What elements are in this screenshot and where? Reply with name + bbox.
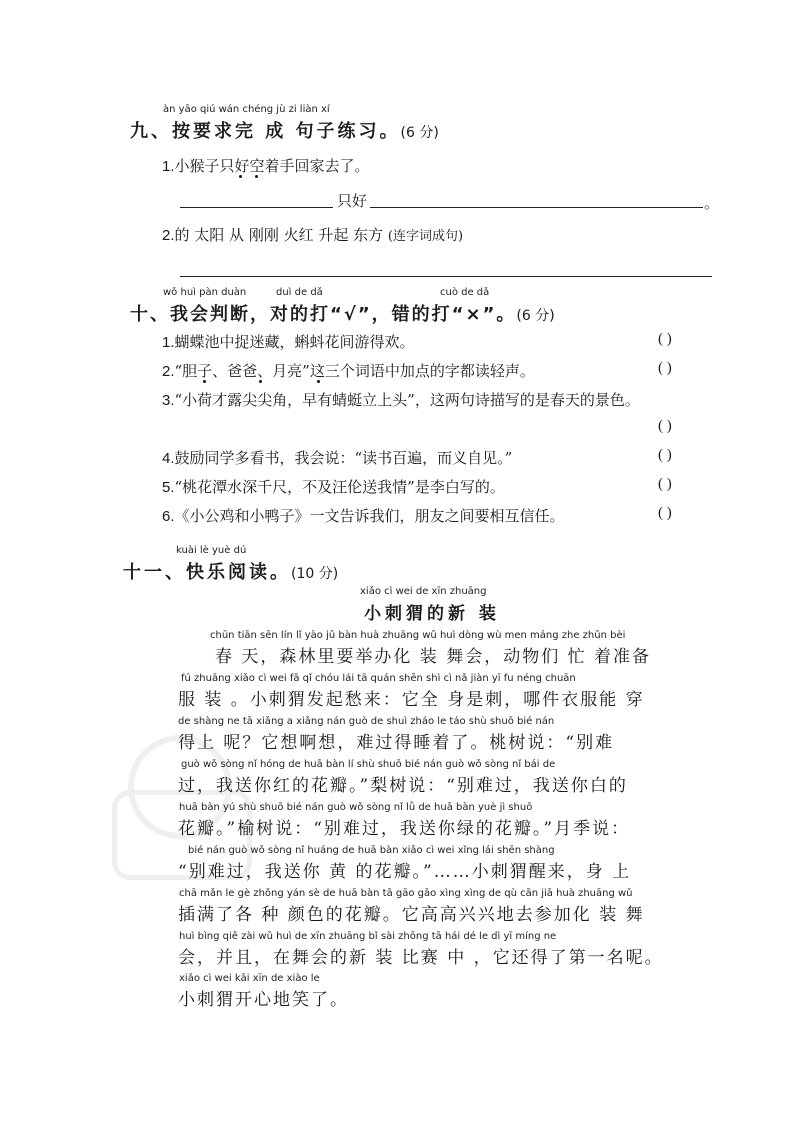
story-line: 过，我送你红的花瓣。”梨树说：“别难过，我送你白的 xyxy=(178,776,628,796)
section9-title xyxy=(130,117,439,143)
story-line: “别难过，我送你 黄 的花瓣。”……小刺猬醒来，身 上 xyxy=(178,862,632,882)
section10-title xyxy=(130,300,555,326)
s9-q1-end-period: 。 xyxy=(704,194,720,212)
section11-pinyin: kuài lè yuè dú xyxy=(176,545,247,556)
story-line: 插满了各 种 颜色的花瓣。它高高兴兴地去参加化 装 舞 xyxy=(178,905,645,925)
item-number: 2. xyxy=(162,363,175,380)
item-number: 4. xyxy=(162,450,175,467)
emphasis-dot xyxy=(259,380,262,383)
answer-parentheses[interactable]: ( ) xyxy=(658,505,672,521)
s9-question-2 xyxy=(162,224,463,245)
story-line-pinyin: huā bàn yú shù shuō bié nán guò wǒ sòng nǐ lǜ de huā bàn yuè jì shuō xyxy=(179,802,533,813)
story-line: 得上 呢？它想啊想，难过得睡着了。桃树说：“别难 xyxy=(178,733,615,753)
section11-score: (10 分) xyxy=(291,566,339,582)
s9-q2-text: 的 太阳 从 刚刚 火红 升起 东方 xyxy=(174,226,384,244)
emphasis-dot xyxy=(203,380,206,383)
section10-pinyin-c: cuò de dǎ xyxy=(440,287,490,298)
item-text: 《小公鸡和小鸭子》一文告诉我们，朋友之间要相互信任。 xyxy=(174,507,565,525)
answer-parentheses[interactable]: ( ) xyxy=(658,476,672,492)
answer-parentheses[interactable]: ( ) xyxy=(658,447,672,463)
item-text: “小荷才露尖尖角，早有蜻蜓立上头”，这两句诗描写的是春天的景色。 xyxy=(174,391,640,409)
s9-q1-mid-word: 只好 xyxy=(337,192,368,210)
story-line-pinyin: guò wǒ sòng nǐ hóng de huā bàn lí shù shuō bié nán guò wǒ sòng nǐ bái de xyxy=(181,759,556,770)
item-number: 6. xyxy=(162,508,175,525)
story-line-pinyin: xiǎo cì wei kāi xīn de xiào le xyxy=(179,973,320,984)
story-title: 小刺猬的新 装 xyxy=(364,604,500,624)
s9-question-1 xyxy=(162,155,370,176)
s10-item-5 xyxy=(162,476,505,497)
item-number: 3. xyxy=(162,392,175,409)
answer-blank-2[interactable] xyxy=(370,207,703,208)
answer-parentheses[interactable]: ( ) xyxy=(658,331,672,347)
s10-item-6 xyxy=(162,505,565,526)
story-line: 花瓣。”榆树说：“别难过，我送你绿的花瓣。”月季说： xyxy=(178,819,631,839)
section9-title-text: 九、按要求完 成 句子练习。 xyxy=(130,121,401,142)
s9-q2-note: (连字词成句) xyxy=(387,229,464,244)
story-line-pinyin: fú zhuāng xiǎo cì wei fā qǐ chóu lái tā quán shēn shì cì nǎ jiàn yī fu néng chuān xyxy=(181,673,576,684)
item-number: 1. xyxy=(162,334,175,351)
item-text: 蝴蝶池中捉迷藏，蝌蚪花间游得欢。 xyxy=(174,333,415,351)
story-line-pinyin: bié nán guò wǒ sòng nǐ huáng de huā bàn xiǎo cì wei xǐng lái shēn shàng xyxy=(188,845,555,856)
s10-item-2 xyxy=(162,360,535,381)
item-number: 5. xyxy=(162,479,175,496)
s10-item-3 xyxy=(162,389,640,410)
section10-pinyin-b: duì de dǎ xyxy=(276,287,323,298)
section10-title-text: 十、我会判断，对的打“√”，错的打“×”。 xyxy=(130,304,517,325)
s9-q1-number: 1. xyxy=(162,158,175,175)
section9-pinyin: àn yāo qiú wán chéng jù zi liàn xí xyxy=(163,104,330,115)
section11-title-text: 十一、快乐阅读。 xyxy=(123,562,291,583)
emphasis-dot xyxy=(239,175,242,178)
s9-q2-number: 2. xyxy=(162,227,175,244)
story-line: 春 天，森林里要举办化 装 舞会，动物们 忙 着准备 xyxy=(215,647,652,667)
story-line-pinyin: de shàng ne tā xiǎng a xiǎng nán guò de shuì zháo le táo shù shuō bié nán xyxy=(178,716,555,727)
section11-title xyxy=(123,558,338,584)
story-line-pinyin: chā mǎn le gè zhǒng yán sè de huā bàn tā gāo gāo xìng xìng de qù cān jiā huà zhuāng wǔ xyxy=(179,888,633,899)
item-text: “胆子、爸爸、月亮”这三个词语中加点的字都读轻声。 xyxy=(174,362,535,380)
s10-item-1 xyxy=(162,331,415,352)
answer-parentheses[interactable]: ( ) xyxy=(658,418,672,434)
story-line-pinyin: huì bìng qiě zài wǔ huì de xīn zhuāng bǐ sài zhōng tā hái dé le dì yī míng ne xyxy=(179,931,557,942)
story-line: 服 装 。小刺猬发起愁来：它全 身是刺，哪件衣服能 穿 xyxy=(178,690,645,710)
item-text: 鼓励同学多看书，我会说：“读书百遍，而义自见。” xyxy=(174,449,513,467)
answer-blank-3[interactable] xyxy=(180,276,712,277)
story-line: 会，并且，在舞会的新 装 比赛 中 ，它还得了第一名呢。 xyxy=(178,948,664,968)
answer-parentheses[interactable]: ( ) xyxy=(658,360,672,376)
section10-score: (6 分) xyxy=(516,308,555,324)
emphasis-dot xyxy=(255,175,258,178)
story-line-pinyin: chūn tiān sēn lín lǐ yào jǔ bàn huà zhuāng wǔ huì dòng wù men máng zhe zhǔn bèi xyxy=(210,630,626,641)
story-line: 小刺猬开心地笑了。 xyxy=(178,990,349,1010)
emphasis-dot xyxy=(317,380,320,383)
s9-q1-text: 小猴子只好空着手回家去了。 xyxy=(174,157,370,175)
section9-score: (6 分) xyxy=(400,125,439,141)
story-title-pinyin: xiǎo cì wei de xīn zhuāng xyxy=(360,586,487,597)
section10-pinyin-a: wǒ huì pàn duàn xyxy=(163,287,247,298)
item-text: “桃花潭水深千尺，不及汪伦送我情”是李白写的。 xyxy=(174,478,505,496)
s10-item-4 xyxy=(162,447,512,468)
answer-blank-1[interactable] xyxy=(180,207,333,208)
